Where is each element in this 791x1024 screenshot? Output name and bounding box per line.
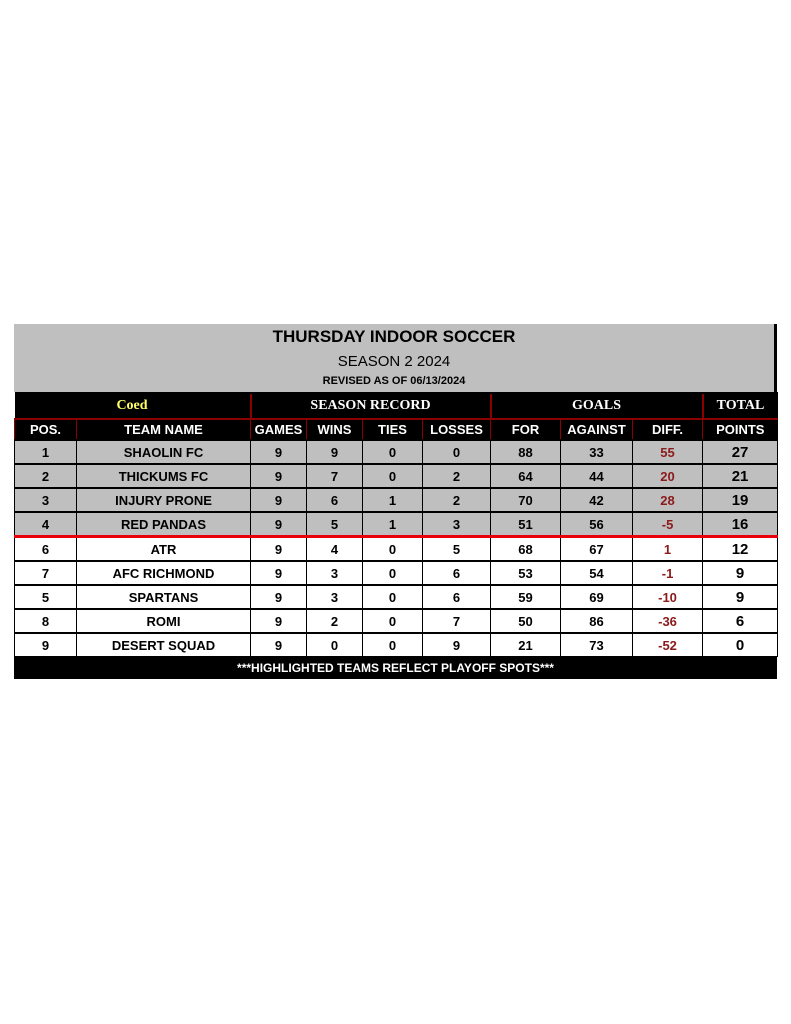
pos-cell: 5 <box>15 585 77 609</box>
table-row <box>15 440 778 464</box>
col-ties: TIES <box>363 419 423 440</box>
team-cell: INJURY PRONE <box>77 488 251 512</box>
pos-cell: 4 <box>15 512 77 537</box>
games-cell: 9 <box>251 537 307 562</box>
goals-for-cell: 88 <box>491 440 561 464</box>
goals-for-cell: 21 <box>491 633 561 657</box>
losses-cell: 6 <box>423 585 491 609</box>
table-row <box>15 609 778 633</box>
ties-cell: 1 <box>363 488 423 512</box>
col-games: GAMES <box>251 419 307 440</box>
goals-against-cell: 73 <box>561 633 633 657</box>
wins-cell: 5 <box>307 512 363 537</box>
col-wins: WINS <box>307 419 363 440</box>
goal-diff-cell: 28 <box>633 488 703 512</box>
points-cell: 9 <box>703 561 778 585</box>
losses-cell: 2 <box>423 464 491 488</box>
goals-against-cell: 33 <box>561 440 633 464</box>
goal-diff-cell: -10 <box>633 585 703 609</box>
wins-cell: 6 <box>307 488 363 512</box>
col-points: POINTS <box>703 419 778 440</box>
col-pos: POS. <box>15 419 77 440</box>
standings-sheet <box>14 324 777 679</box>
losses-cell: 2 <box>423 488 491 512</box>
games-cell: 9 <box>251 512 307 537</box>
wins-cell: 9 <box>307 440 363 464</box>
goals-for-cell: 50 <box>491 609 561 633</box>
pos-cell: 7 <box>15 561 77 585</box>
losses-cell: 7 <box>423 609 491 633</box>
games-cell: 9 <box>251 585 307 609</box>
team-cell: SPARTANS <box>77 585 251 609</box>
table-row <box>15 464 778 488</box>
points-cell: 27 <box>703 440 778 464</box>
goals-against-cell: 69 <box>561 585 633 609</box>
total-header: TOTAL <box>703 393 778 419</box>
col-goals-against: AGAINST <box>561 419 633 440</box>
goal-diff-cell: -5 <box>633 512 703 537</box>
goals-for-cell: 53 <box>491 561 561 585</box>
team-cell: ROMI <box>77 609 251 633</box>
ties-cell: 0 <box>363 609 423 633</box>
goal-diff-cell: -36 <box>633 609 703 633</box>
standings-table <box>14 392 778 657</box>
team-cell: THICKUMS FC <box>77 464 251 488</box>
table-row <box>15 537 778 562</box>
wins-cell: 0 <box>307 633 363 657</box>
page-title: THURSDAY INDOOR SOCCER <box>272 327 516 346</box>
pos-cell: 6 <box>15 537 77 562</box>
ties-cell: 0 <box>363 561 423 585</box>
team-cell: AFC RICHMOND <box>77 561 251 585</box>
col-goal-diff: DIFF. <box>633 419 703 440</box>
team-cell: RED PANDAS <box>77 512 251 537</box>
wins-cell: 2 <box>307 609 363 633</box>
goals-against-cell: 42 <box>561 488 633 512</box>
goal-diff-cell: 55 <box>633 440 703 464</box>
ties-cell: 0 <box>363 537 423 562</box>
goal-diff-cell: 20 <box>633 464 703 488</box>
col-goals-for: FOR <box>491 419 561 440</box>
col-losses: LOSSES <box>423 419 491 440</box>
table-row <box>15 633 778 657</box>
wins-cell: 7 <box>307 464 363 488</box>
table-row <box>15 561 778 585</box>
pos-cell: 1 <box>15 440 77 464</box>
games-cell: 9 <box>251 440 307 464</box>
points-cell: 16 <box>703 512 778 537</box>
goals-against-cell: 86 <box>561 609 633 633</box>
goals-header: GOALS <box>491 393 703 419</box>
points-cell: 21 <box>703 464 778 488</box>
goals-against-cell: 54 <box>561 561 633 585</box>
losses-cell: 9 <box>423 633 491 657</box>
goals-against-cell: 56 <box>561 512 633 537</box>
points-cell: 0 <box>703 633 778 657</box>
playoff-note: ***HIGHLIGHTED TEAMS REFLECT PLAYOFF SPOTS*** <box>14 657 777 679</box>
points-cell: 19 <box>703 488 778 512</box>
column-header-row <box>15 419 778 440</box>
games-cell: 9 <box>251 609 307 633</box>
table-row <box>15 585 778 609</box>
ties-cell: 0 <box>363 464 423 488</box>
season-label: SEASON 2 2024 <box>337 353 451 370</box>
goal-diff-cell: 1 <box>633 537 703 562</box>
wins-cell: 4 <box>307 537 363 562</box>
goals-for-cell: 59 <box>491 585 561 609</box>
games-cell: 9 <box>251 464 307 488</box>
losses-cell: 6 <box>423 561 491 585</box>
team-cell: SHAOLIN FC <box>77 440 251 464</box>
col-team-name: TEAM NAME <box>77 419 251 440</box>
ties-cell: 0 <box>363 585 423 609</box>
season-record-header: SEASON RECORD <box>251 393 491 419</box>
pos-cell: 8 <box>15 609 77 633</box>
revised-date: REVISED AS OF 06/13/2024 <box>322 375 466 387</box>
wins-cell: 3 <box>307 585 363 609</box>
points-cell: 6 <box>703 609 778 633</box>
points-cell: 12 <box>703 537 778 562</box>
wins-cell: 3 <box>307 561 363 585</box>
goals-against-cell: 67 <box>561 537 633 562</box>
division-label: Coed <box>15 393 251 419</box>
goals-for-cell: 51 <box>491 512 561 537</box>
table-row <box>15 488 778 512</box>
pos-cell: 9 <box>15 633 77 657</box>
goal-diff-cell: -1 <box>633 561 703 585</box>
goals-for-cell: 70 <box>491 488 561 512</box>
group-header-row <box>15 393 778 419</box>
pos-cell: 3 <box>15 488 77 512</box>
losses-cell: 3 <box>423 512 491 537</box>
pos-cell: 2 <box>15 464 77 488</box>
goals-against-cell: 44 <box>561 464 633 488</box>
ties-cell: 0 <box>363 440 423 464</box>
ties-cell: 1 <box>363 512 423 537</box>
games-cell: 9 <box>251 488 307 512</box>
team-cell: ATR <box>77 537 251 562</box>
losses-cell: 0 <box>423 440 491 464</box>
title-block <box>14 324 777 392</box>
ties-cell: 0 <box>363 633 423 657</box>
games-cell: 9 <box>251 561 307 585</box>
losses-cell: 5 <box>423 537 491 562</box>
goals-for-cell: 64 <box>491 464 561 488</box>
goals-for-cell: 68 <box>491 537 561 562</box>
goal-diff-cell: -52 <box>633 633 703 657</box>
points-cell: 9 <box>703 585 778 609</box>
table-row <box>15 512 778 537</box>
team-cell: DESERT SQUAD <box>77 633 251 657</box>
games-cell: 9 <box>251 633 307 657</box>
